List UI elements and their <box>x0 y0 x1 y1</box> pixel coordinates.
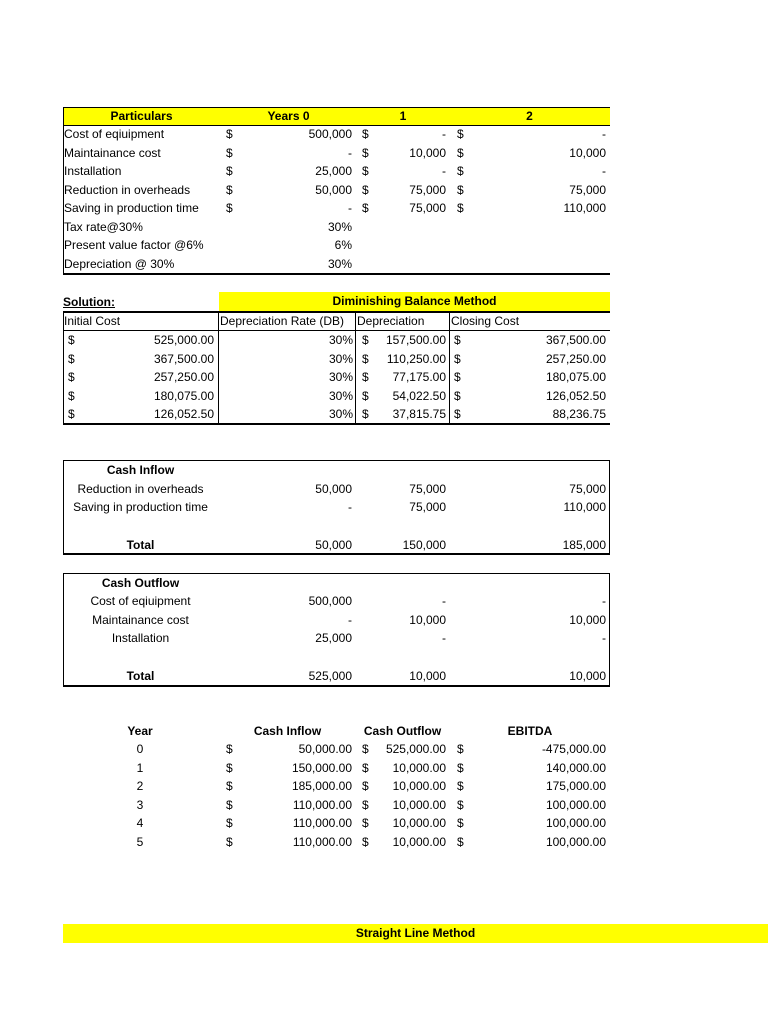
value-year-2: 10,000 <box>569 146 606 160</box>
initial-cost: 257,250.00 <box>153 370 214 384</box>
closing-cost: 126,052.50 <box>545 389 606 403</box>
currency-symbol: $ <box>457 816 464 830</box>
outflow-year-1: - <box>442 631 446 645</box>
header-depreciation-rate: Depreciation Rate (DB) <box>220 314 345 328</box>
closing-cost: 88,236.75 <box>552 407 606 421</box>
depreciation: 157,500.00 <box>385 333 446 347</box>
currency-symbol: $ <box>454 333 461 347</box>
currency-symbol: $ <box>226 164 233 178</box>
depreciation-rate: 30% <box>328 389 353 403</box>
currency-symbol: $ <box>457 779 464 793</box>
row-label: Tax rate@30% <box>64 220 143 234</box>
header-cash-inflow: Cash Inflow <box>253 724 322 738</box>
currency-symbol: $ <box>226 201 233 215</box>
currency-symbol: $ <box>457 201 464 215</box>
header-cash-outflow: Cash Outflow <box>363 724 442 738</box>
row-label: Present value factor @6% <box>64 238 204 252</box>
currency-symbol: $ <box>362 127 369 141</box>
closing-cost: 257,250.00 <box>545 352 606 366</box>
value-year-0: 6% <box>334 238 352 252</box>
cash-outflow-total-1: 10,000 <box>409 669 446 683</box>
cash-inflow-cell: 110,000.00 <box>292 835 352 849</box>
outflow-label: Maintainance cost <box>92 613 189 627</box>
currency-symbol: $ <box>362 333 369 347</box>
currency-symbol: $ <box>362 779 369 793</box>
header-year-0: Years 0 <box>267 109 310 123</box>
row-label: Depreciation @ 30% <box>64 257 175 271</box>
row-label: Saving in production time <box>64 201 199 215</box>
row-label: Installation <box>64 164 122 178</box>
currency-symbol: $ <box>457 761 464 775</box>
outflow-year-2: - <box>602 631 606 645</box>
cash-inflow-cell: 110,000.00 <box>292 816 352 830</box>
inflow-label: Saving in production time <box>73 500 208 514</box>
year-cell: 2 <box>136 779 144 793</box>
outflow-year-0: 500,000 <box>308 594 352 608</box>
inflow-label: Reduction in overheads <box>77 482 204 496</box>
year-cell: 3 <box>136 798 144 812</box>
currency-symbol: $ <box>362 761 369 775</box>
currency-symbol: $ <box>454 389 461 403</box>
inflow-year-0: 50,000 <box>315 482 352 496</box>
currency-symbol: $ <box>457 127 464 141</box>
currency-symbol: $ <box>362 389 369 403</box>
header-closing-cost: Closing Cost <box>451 314 520 328</box>
currency-symbol: $ <box>68 333 75 347</box>
value-year-2 <box>470 236 606 254</box>
row-label: Maintainance cost <box>64 146 161 160</box>
cash-inflow-total-label: Total <box>126 538 155 552</box>
inflow-year-2: 110,000 <box>563 500 606 514</box>
closing-cost: 180,075.00 <box>545 370 606 384</box>
currency-symbol: $ <box>226 779 233 793</box>
initial-cost: 367,500.00 <box>153 352 214 366</box>
value-year-0: 30% <box>327 257 352 271</box>
value-year-1 <box>370 236 446 254</box>
value-year-1 <box>370 255 446 273</box>
value-year-0: 500,000 <box>308 127 352 141</box>
header-depreciation: Depreciation <box>357 314 425 328</box>
outflow-label: Installation <box>111 631 170 645</box>
cash-outflow-cell: 10,000.00 <box>392 816 446 830</box>
inflow-year-0: - <box>348 500 352 514</box>
currency-symbol: $ <box>454 352 461 366</box>
value-year-0: 25,000 <box>315 164 352 178</box>
ebitda-cell: 100,000.00 <box>545 816 606 830</box>
cash-outflow-total-label: Total <box>126 669 155 683</box>
row-label: Cost of eqiuipment <box>64 127 165 141</box>
header-year: Year <box>127 724 153 738</box>
outflow-year-1: - <box>442 594 446 608</box>
currency-symbol: $ <box>68 370 75 384</box>
currency-symbol: $ <box>226 146 233 160</box>
outflow-year-2: - <box>602 594 606 608</box>
currency-symbol: $ <box>454 370 461 384</box>
straight-line-title: Straight Line Method <box>63 924 768 943</box>
year-cell: 4 <box>136 816 144 830</box>
ebitda-cell: 175,000.00 <box>545 779 606 793</box>
closing-cost: 367,500.00 <box>545 333 606 347</box>
currency-symbol: $ <box>226 127 233 141</box>
depreciation-rate: 30% <box>328 352 353 366</box>
initial-cost: 525,000.00 <box>153 333 214 347</box>
currency-symbol: $ <box>457 742 464 756</box>
cash-inflow-total-0: 50,000 <box>315 538 352 552</box>
currency-symbol: $ <box>362 164 369 178</box>
currency-symbol: $ <box>362 201 369 215</box>
depreciation: 110,250.00 <box>386 352 446 366</box>
cash-outflow-title: Cash Outflow <box>101 576 180 590</box>
cash-inflow-cell: 150,000.00 <box>291 761 352 775</box>
value-year-2: 75,000 <box>569 183 606 197</box>
depreciation: 37,815.75 <box>392 407 446 421</box>
currency-symbol: $ <box>226 835 233 849</box>
solution-label: Solution: <box>63 295 115 309</box>
currency-symbol: $ <box>457 164 464 178</box>
currency-symbol: $ <box>362 816 369 830</box>
cash-outflow-cell: 525,000.00 <box>385 742 446 756</box>
year-cell: 1 <box>136 761 144 775</box>
cash-outflow-total-2: 10,000 <box>569 669 606 683</box>
value-year-1: 10,000 <box>409 146 446 160</box>
currency-symbol: $ <box>362 407 369 421</box>
currency-symbol: $ <box>457 183 464 197</box>
cash-outflow-total-0: 525,000 <box>308 669 352 683</box>
currency-symbol: $ <box>362 742 369 756</box>
inflow-year-1: 75,000 <box>409 500 446 514</box>
cash-outflow-cell: 10,000.00 <box>392 761 446 775</box>
header-ebitda: EBITDA <box>507 724 553 738</box>
value-year-1: - <box>442 127 446 141</box>
value-year-0: 50,000 <box>315 183 352 197</box>
currency-symbol: $ <box>362 183 369 197</box>
currency-symbol: $ <box>457 146 464 160</box>
currency-symbol: $ <box>68 407 75 421</box>
outflow-year-1: 10,000 <box>409 613 446 627</box>
year-cell: 0 <box>136 742 144 756</box>
cash-inflow-cell: 50,000.00 <box>298 742 352 756</box>
ebitda-cell: -475,000.00 <box>541 742 606 756</box>
row-label: Reduction in overheads <box>64 183 191 197</box>
value-year-0: 30% <box>327 220 352 234</box>
initial-cost: 180,075.00 <box>153 389 214 403</box>
value-year-2: 110,000 <box>563 201 606 215</box>
value-year-1: - <box>442 164 446 178</box>
cash-inflow-cell: 185,000.00 <box>291 779 352 793</box>
currency-symbol: $ <box>362 370 369 384</box>
outflow-year-0: 25,000 <box>315 631 352 645</box>
currency-symbol: $ <box>226 798 233 812</box>
header-year-2: 2 <box>526 109 533 123</box>
cash-outflow-cell: 10,000.00 <box>392 798 446 812</box>
inflow-year-1: 75,000 <box>409 482 446 496</box>
cash-inflow-total-1: 150,000 <box>402 538 446 552</box>
currency-symbol: $ <box>226 183 233 197</box>
value-year-0: - <box>348 201 352 215</box>
depreciation: 77,175.00 <box>392 370 446 384</box>
outflow-label: Cost of eqiuipment <box>90 594 191 608</box>
currency-symbol: $ <box>362 835 369 849</box>
depreciation: 54,022.50 <box>392 389 446 403</box>
currency-symbol: $ <box>226 761 233 775</box>
currency-symbol: $ <box>226 742 233 756</box>
currency-symbol: $ <box>454 407 461 421</box>
value-year-2 <box>470 255 606 273</box>
header-year-1: 1 <box>399 109 407 123</box>
currency-symbol: $ <box>457 835 464 849</box>
cash-inflow-cell: 110,000.00 <box>292 798 352 812</box>
currency-symbol: $ <box>68 389 75 403</box>
value-year-2 <box>470 218 606 236</box>
value-year-0: - <box>348 146 352 160</box>
initial-cost: 126,052.50 <box>153 407 214 421</box>
header-particulars: Particulars <box>110 109 173 123</box>
value-year-2: - <box>602 127 606 141</box>
cash-inflow-title: Cash Inflow <box>106 463 175 477</box>
cash-outflow-cell: 10,000.00 <box>392 835 446 849</box>
value-year-1: 75,000 <box>409 201 446 215</box>
currency-symbol: $ <box>362 798 369 812</box>
ebitda-cell: 140,000.00 <box>545 761 606 775</box>
cash-inflow-total-2: 185,000 <box>562 538 606 552</box>
depreciation-rate: 30% <box>328 333 353 347</box>
value-year-1: 75,000 <box>409 183 446 197</box>
year-cell: 5 <box>136 835 144 849</box>
outflow-year-2: 10,000 <box>569 613 606 627</box>
header-initial-cost: Initial Cost <box>64 314 121 328</box>
inflow-year-2: 75,000 <box>569 482 606 496</box>
depreciation-rate: 30% <box>328 407 353 421</box>
currency-symbol: $ <box>457 798 464 812</box>
value-year-1 <box>370 218 446 236</box>
currency-symbol: $ <box>226 816 233 830</box>
ebitda-cell: 100,000.00 <box>545 835 606 849</box>
currency-symbol: $ <box>362 146 369 160</box>
currency-symbol: $ <box>68 352 75 366</box>
ebitda-cell: 100,000.00 <box>545 798 606 812</box>
outflow-year-0: - <box>348 613 352 627</box>
currency-symbol: $ <box>362 352 369 366</box>
value-year-2: - <box>602 164 606 178</box>
depreciation-rate: 30% <box>328 370 353 384</box>
cash-outflow-cell: 10,000.00 <box>392 779 446 793</box>
method-title: Diminishing Balance Method <box>219 292 610 311</box>
